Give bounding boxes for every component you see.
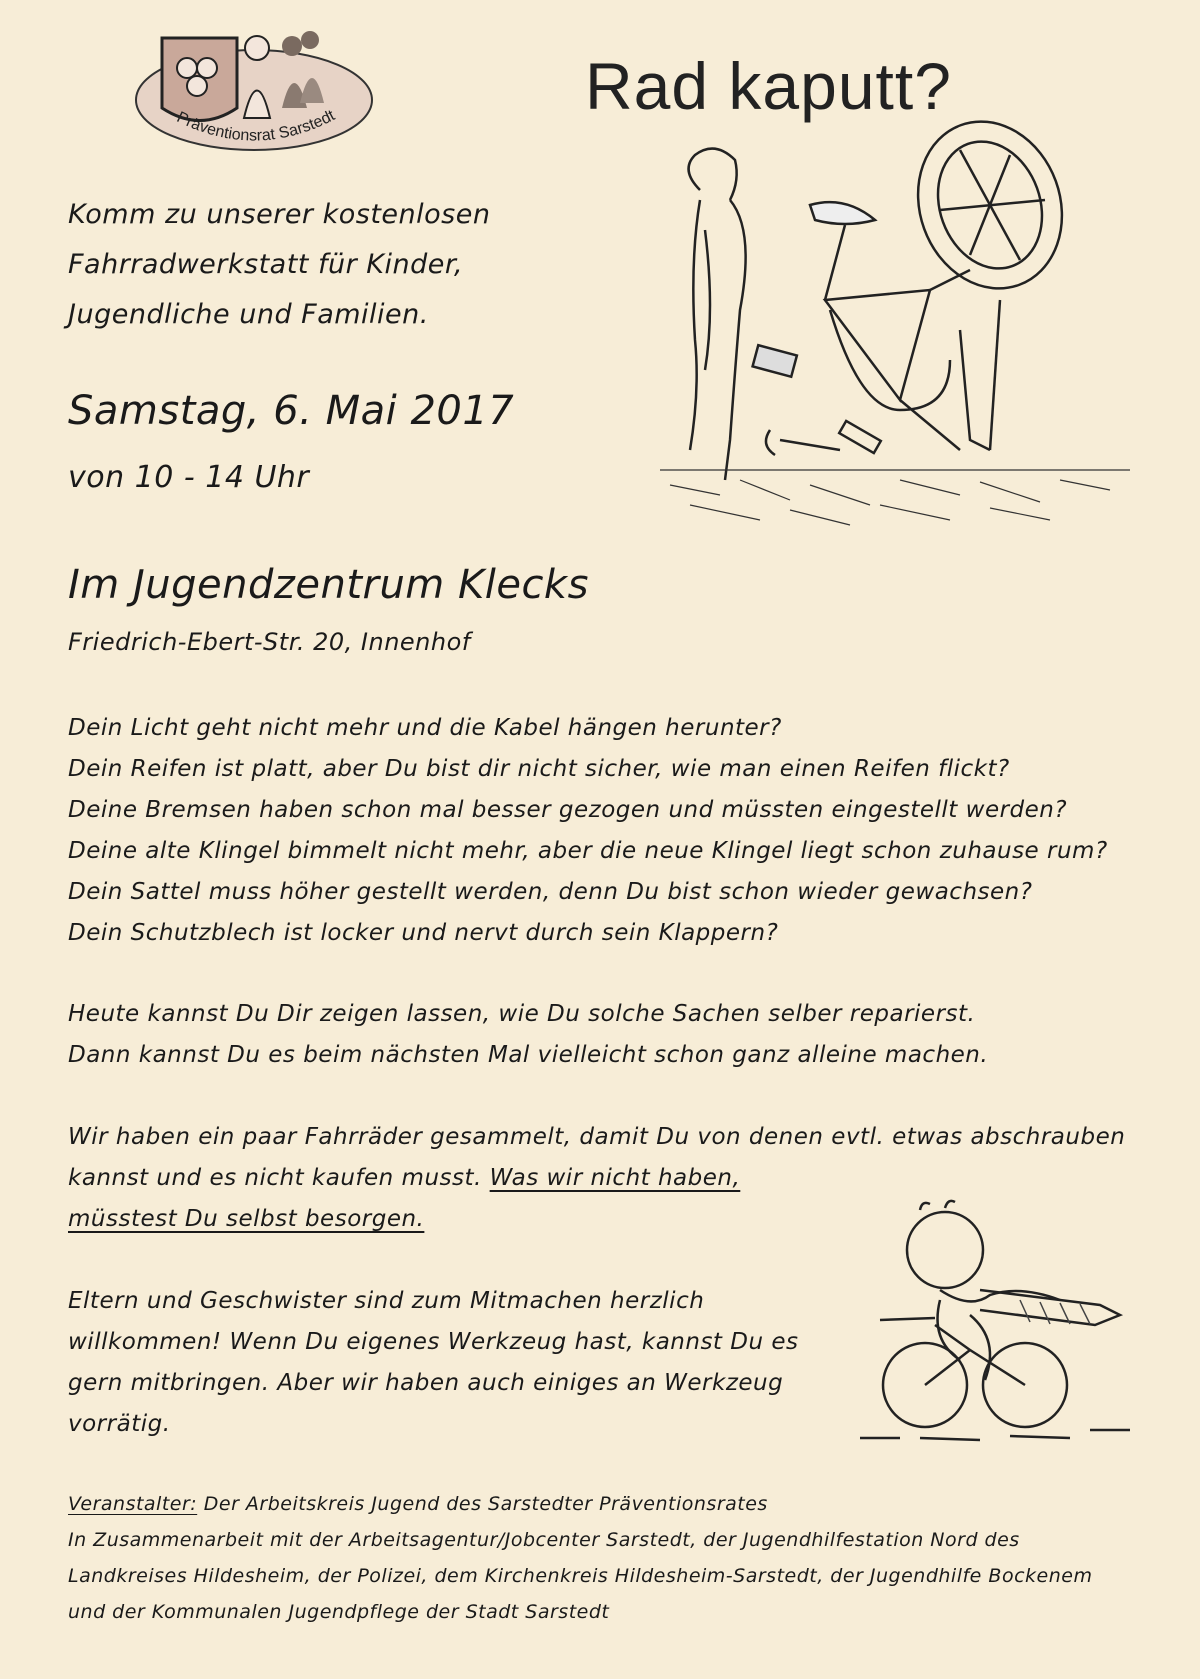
questions-list	[68, 708, 1108, 954]
venue-address: Friedrich-Ebert-Str. 20, Innenhof	[68, 628, 471, 656]
learn-paragraph	[68, 994, 988, 1076]
bikes-underlined: müsstest Du selbst besorgen.	[68, 1206, 425, 1232]
bike-repair-illustration	[660, 110, 1130, 550]
learn-line: Heute kannst Du Dir zeigen lassen, wie Du solche Sachen selber reparierst.	[68, 1001, 976, 1027]
question-line: Deine alte Klingel bimmelt nicht mehr, aber die neue Klingel liegt schon zuhause rum?	[68, 838, 1108, 864]
praeventionsrat-logo	[132, 18, 377, 158]
intro-line: Jugendliche und Familien.	[68, 299, 429, 330]
cooperation-text: In Zusammenarbeit mit der Arbeitsagentur/Jobcenter Sarstedt, der Jugendhilfestation Nord des Landkreises Hildesheim, der Polizei, dem Kirchenkreis Hildesheim-Sarstedt, der Jugendhilfe Bockenem und der Kommunalen Jugendpflege der Stadt Sarstedt	[68, 1529, 1093, 1623]
family-paragraph: Eltern und Geschwister sind zum Mitmachen herzlich willkommen! Wenn Du eigenes Werkzeug hast, kannst Du es gern mitbringen. Aber wir haben auch einiges an Werkzeug vorrätig.	[68, 1288, 799, 1437]
logo-text: Präventionsrat Sarstedt	[173, 107, 338, 145]
intro-line: Fahrradwerkstatt für Kinder,	[68, 249, 464, 280]
page-title: Rad kaputt?	[585, 49, 952, 123]
bikes-underlined: Was wir nicht haben,	[489, 1165, 741, 1191]
question-line: Deine Bremsen haben schon mal besser gezogen und müssten eingestellt werden?	[68, 797, 1068, 823]
question-line: Dein Sattel muss höher gestellt werden, denn Du bist schon wieder gewachsen?	[68, 879, 1033, 905]
learn-line: Dann kannst Du es beim nächsten Mal vielleicht schon ganz alleine machen.	[68, 1042, 989, 1068]
question-line: Dein Schutzblech ist locker und nervt durch sein Klappern?	[68, 920, 779, 946]
event-time: von 10 - 14 Uhr	[68, 460, 310, 495]
bikes-line: kannst und es nicht kaufen musst.	[68, 1165, 490, 1191]
kid-on-bike-illustration	[860, 1190, 1160, 1450]
event-date: Samstag, 6. Mai 2017	[68, 388, 515, 434]
intro-line: Komm zu unserer kostenlosen	[68, 199, 491, 230]
organizer-text: Der Arbeitskreis Jugend des Sarstedter Präventionsrates	[197, 1493, 768, 1515]
intro-text	[68, 190, 490, 340]
organizer-section	[68, 1486, 1128, 1630]
question-line: Dein Licht geht nicht mehr und die Kabel hängen herunter?	[68, 715, 782, 741]
bikes-line: Wir haben ein paar Fahrräder gesammelt, damit Du von denen evtl. etwas abschrauben	[68, 1124, 1126, 1150]
venue-name: Im Jugendzentrum Klecks	[68, 562, 589, 608]
question-line: Dein Reifen ist platt, aber Du bist dir nicht sicher, wie man einen Reifen flickt?	[68, 756, 1010, 782]
organizer-label: Veranstalter:	[68, 1493, 198, 1515]
